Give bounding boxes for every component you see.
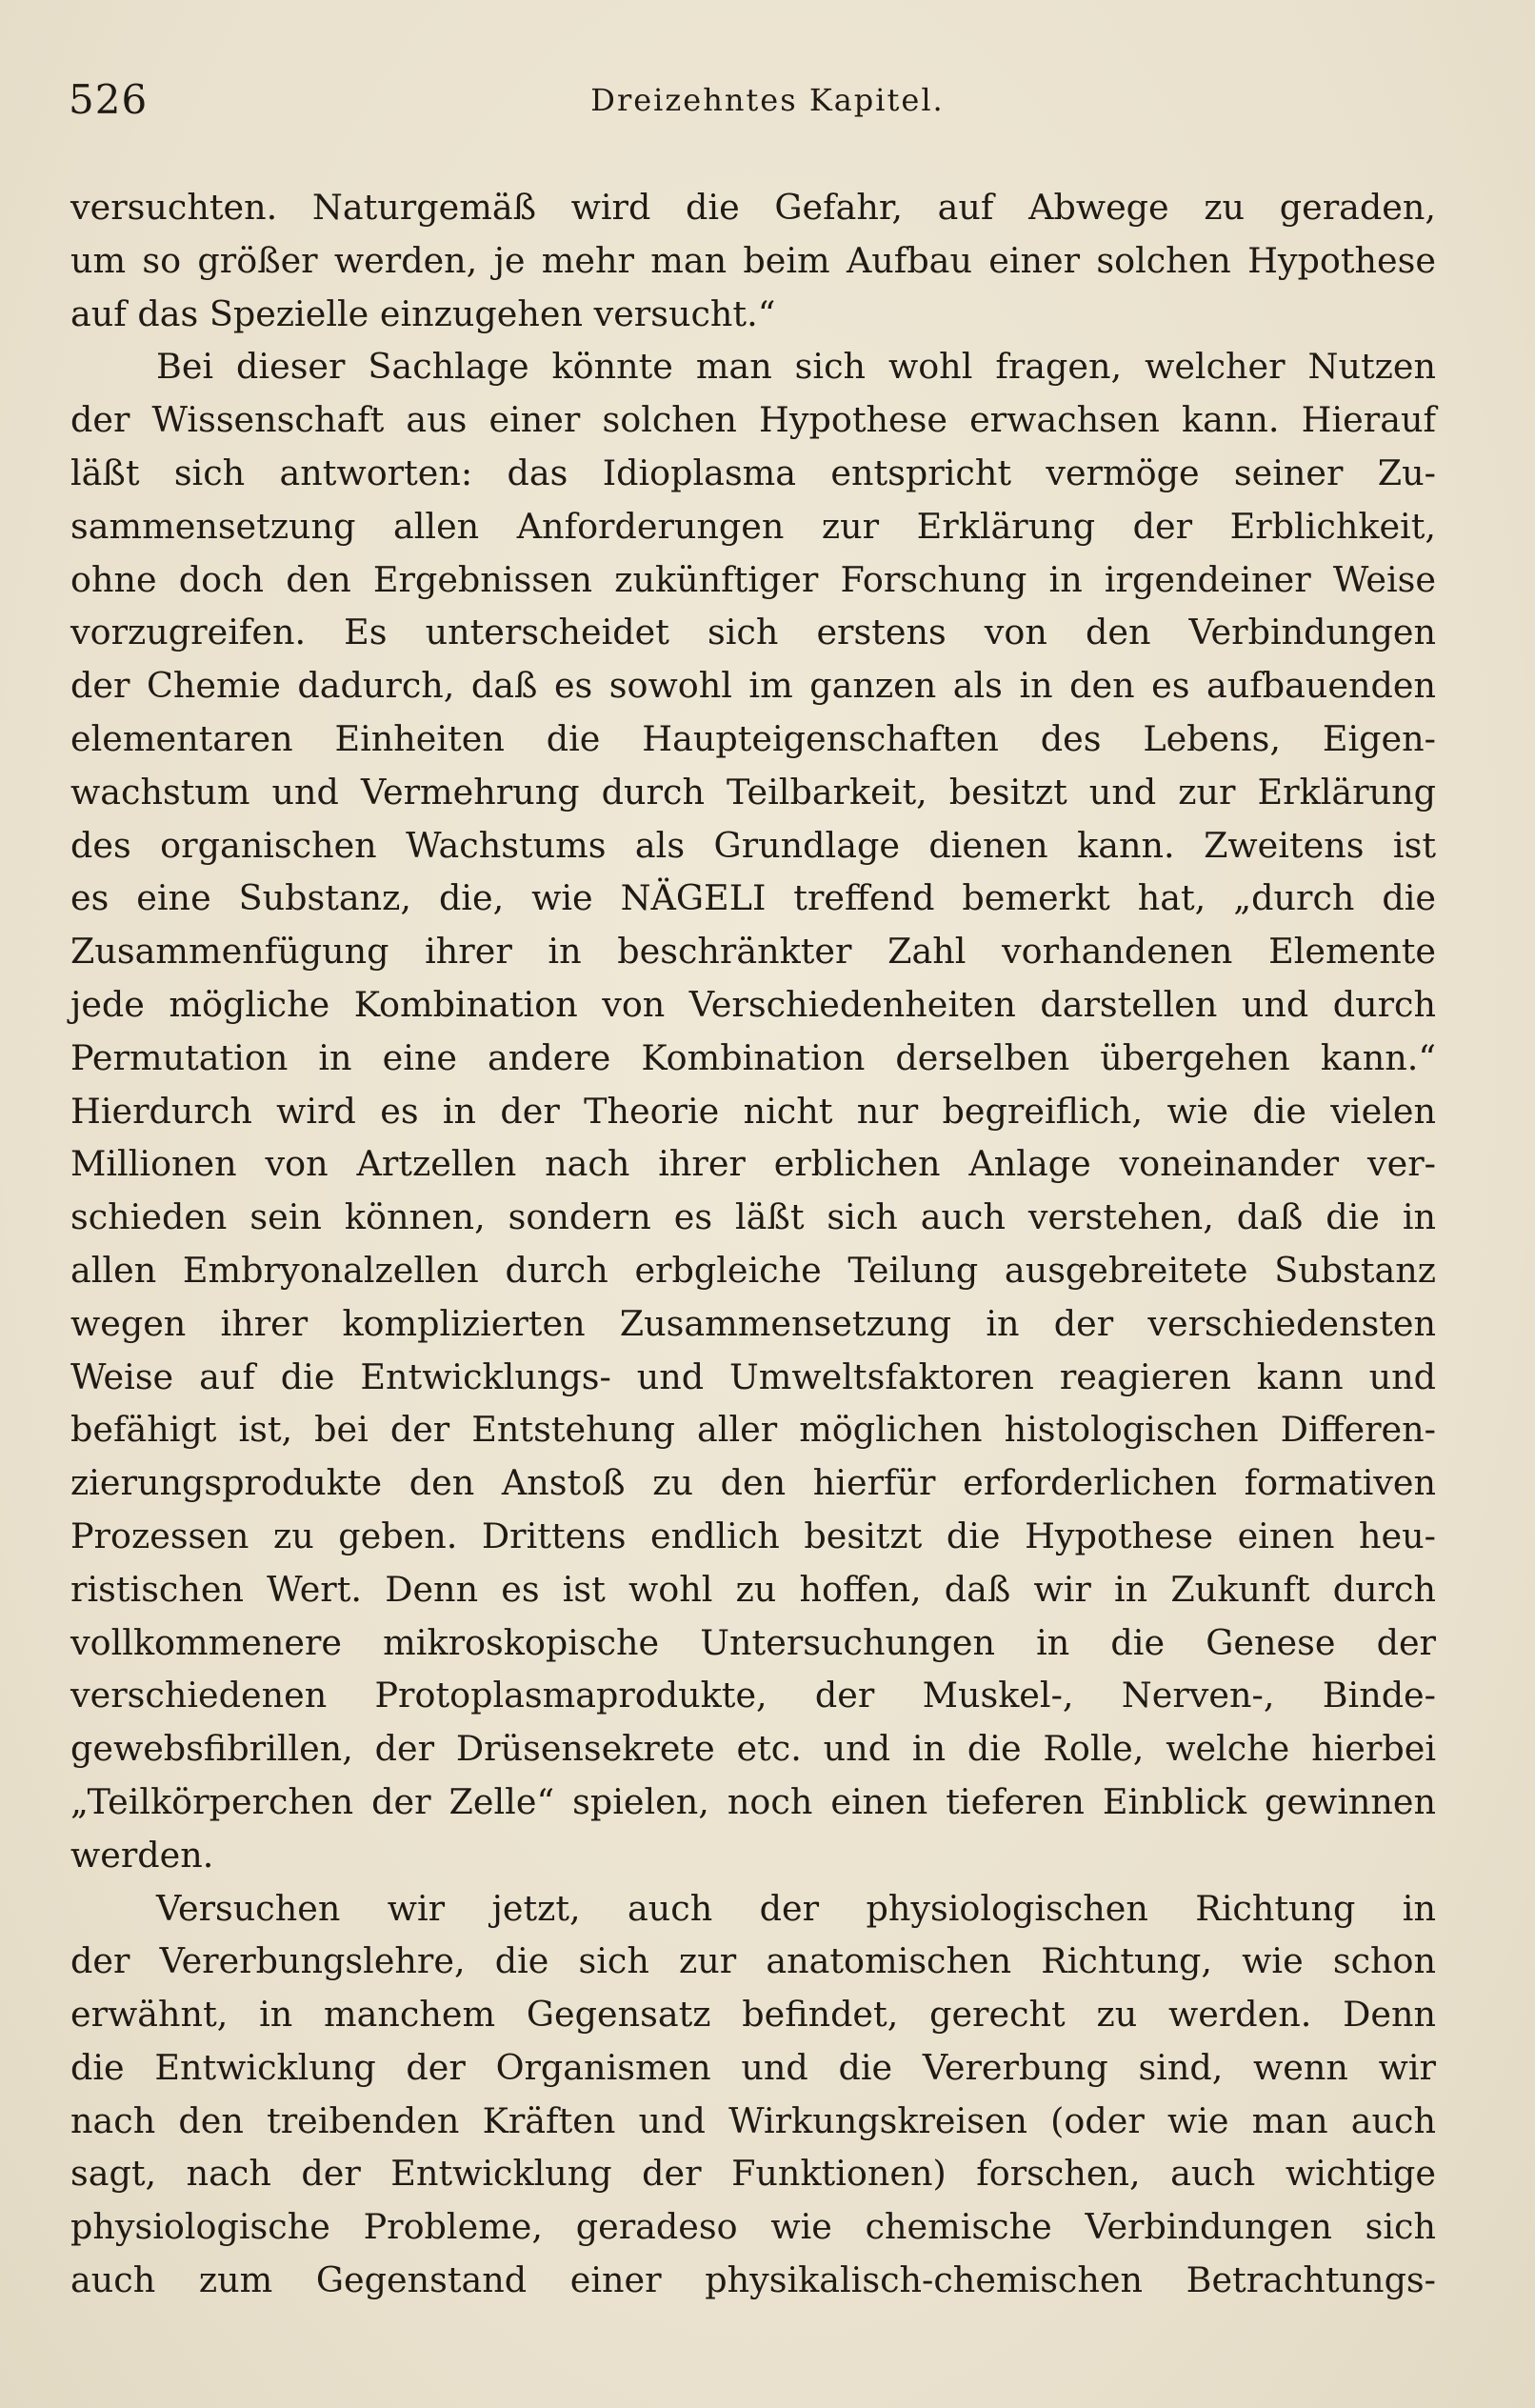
text-line: des organischen Wachstums als Grundlage dienen kann. Zweitens ist [70,824,1436,866]
text-line: Permutation in eine andere Kombination derselben übergehen kann.“ [70,1036,1436,1078]
running-head [69,76,1466,133]
text-line: „Teilkörperchen der Zelle“ spielen, noch einen tieferen Einblick gewinnen [70,1780,1436,1822]
text-line: vorzugreifen. Es unterscheidet sich erstens von den Verbindungen [70,612,1436,653]
text-line: sammensetzung allen Anforderungen zur Erklärung der Erblichkeit, [70,505,1436,547]
text-line: Versuchen wir jetzt, auch der physiologischen Richtung in [156,1887,1436,1929]
text-line: sagt, nach der Entwicklung der Funktionen) forschen, auch wichtige [70,2153,1436,2195]
text-line: läßt sich antworten: das Idioplasma entspricht vermöge seiner Zu- [70,452,1436,493]
text-line: der Vererbungslehre, die sich zur anatomischen Richtung, wie schon [70,1940,1436,1982]
text-line: vollkommenere mikroskopische Untersuchungen in die Genese der [70,1621,1436,1663]
text-line: werden. [70,1834,214,1876]
text-line: befähigt ist, bei der Entstehung aller möglichen histologischen Differen- [70,1409,1436,1451]
text-line: Bei dieser Sachlage könnte man sich wohl fragen, welcher Nutzen [156,346,1436,388]
text-line: auch zum Gegenstand einer physikalisch-chemischen Betrachtungs- [70,2259,1436,2301]
page-number: 526 [69,76,149,123]
text-line: die Entwicklung der Organismen und die Vererbung sind, wenn wir [70,2046,1436,2088]
text-line: um so größer werden, je mehr man beim Aufbau einer solchen Hypothese [70,239,1436,281]
text-line: nach den treibenden Kräften und Wirkungskreisen (oder wie man auch [70,2099,1436,2141]
text-line: physiologische Probleme, geradeso wie chemische Verbindungen sich [70,2206,1436,2248]
body-text [70,181,1436,2307]
chapter-title: Dreizehntes Kapitel. [590,82,945,118]
text-line: allen Embryonalzellen durch erbgleiche Teilung ausgebreitete Substanz [70,1249,1436,1291]
text-line: jede mögliche Kombination von Verschiedenheiten darstellen und durch [70,983,1436,1025]
text-line: schieden sein können, sondern es läßt sich auch verstehen, daß die in [70,1196,1436,1238]
text-line: ristischen Wert. Denn es ist wohl zu hoffen, daß wir in Zukunft durch [70,1568,1436,1610]
text-line: Hierdurch wird es in der Theorie nicht nur begreiflich, wie die vielen [70,1090,1436,1132]
text-line: erwähnt, in manchem Gegensatz befindet, gerecht zu werden. Denn [70,1994,1436,2036]
text-line: auf das Spezielle einzugehen versucht.“ [70,292,776,334]
text-line: wachstum und Vermehrung durch Teilbarkeit, besitzt und zur Erklärung [70,771,1436,813]
text-line: Millionen von Artzellen nach ihrer erblichen Anlage voneinander ver- [70,1143,1436,1185]
text-line: Prozessen zu geben. Drittens endlich besitzt die Hypothese einen heu- [70,1515,1436,1556]
text-line: Weise auf die Entwicklungs- und Umweltsfaktoren reagieren kann und [70,1355,1436,1397]
text-line: elementaren Einheiten die Haupteigenschaften des Lebens, Eigen- [70,717,1436,759]
text-line: zierungsprodukte den Anstoß zu den hierfür erforderlichen formativen [70,1462,1436,1504]
text-line: versuchten. Naturgemäß wird die Gefahr, auf Abwege zu geraden, [70,187,1436,228]
text-line: es eine Substanz, die, wie NÄGELI treffend bemerkt hat, „durch die [70,877,1436,919]
text-line: verschiedenen Protoplasmaprodukte, der Muskel-, Nerven-, Binde- [70,1675,1436,1716]
text-line: Zusammenfügung ihrer in beschränkter Zahl vorhandenen Elemente [70,931,1436,973]
text-line: der Wissenschaft aus einer solchen Hypothese erwachsen kann. Hierauf [70,399,1436,441]
text-line: wegen ihrer komplizierten Zusammensetzung in der verschiedensten [70,1302,1436,1344]
text-line: der Chemie dadurch, daß es sowohl im ganzen als in den es aufbauenden [70,665,1436,707]
text-line: gewebsfibrillen, der Drüsensekrete etc. und in die Rolle, welche hierbei [70,1728,1436,1770]
text-line: ohne doch den Ergebnissen zukünftiger Forschung in irgendeiner Weise [70,558,1436,600]
